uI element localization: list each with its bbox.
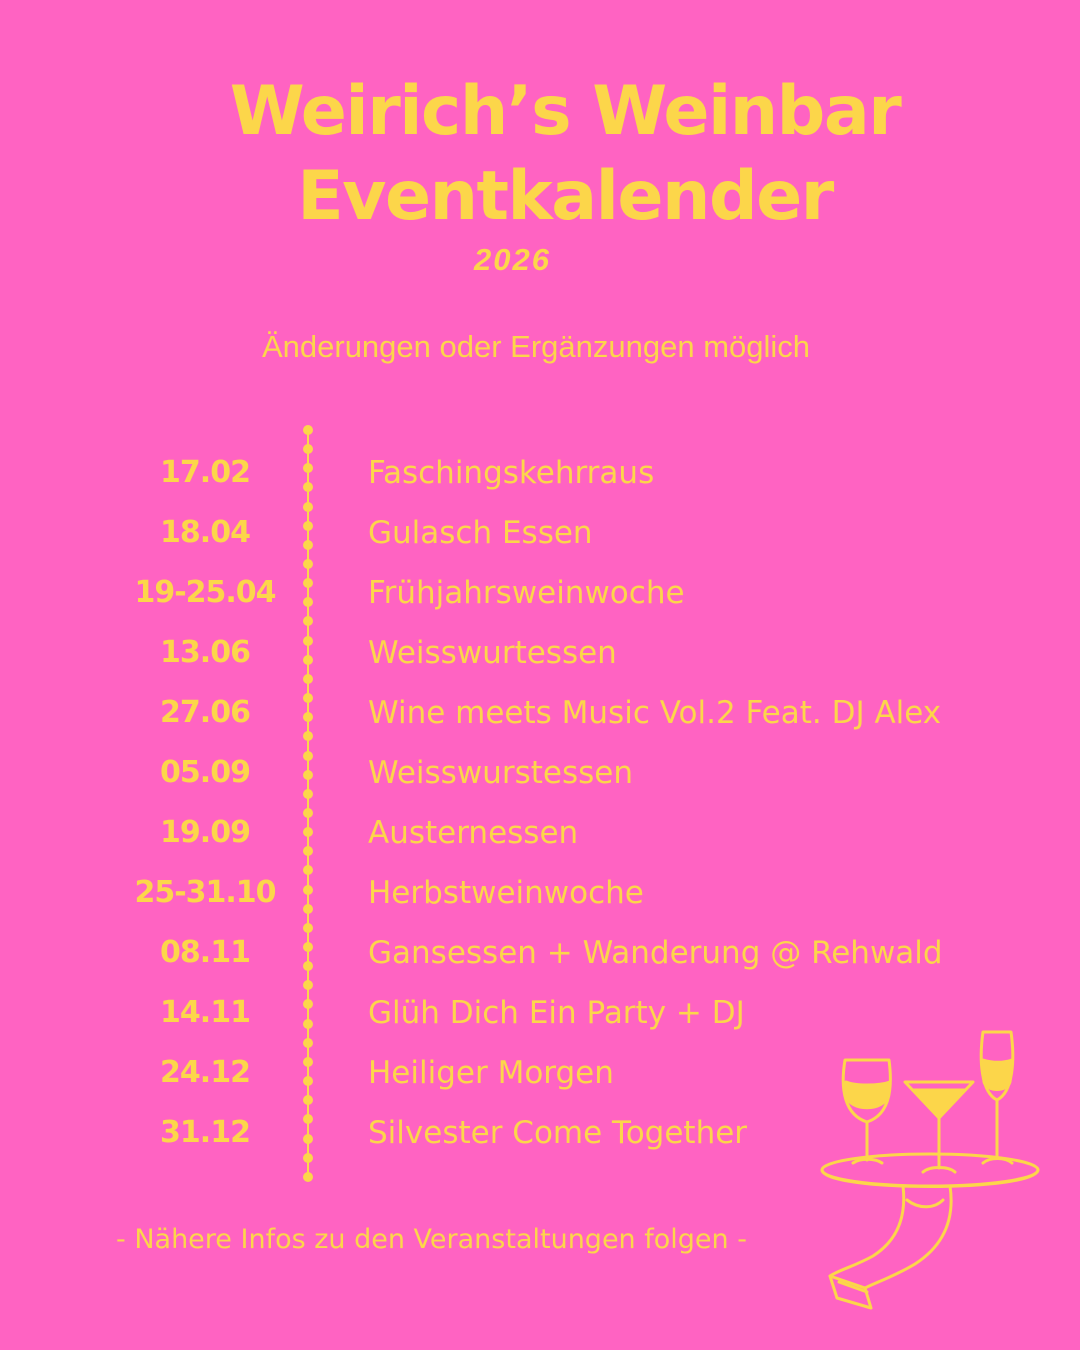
event-name: Gansessen + Wanderung @ Rehwald [368, 935, 943, 971]
timeline-dot [303, 1095, 313, 1105]
event-date: 17.02 [160, 455, 250, 490]
timeline-dot [303, 502, 313, 512]
timeline-dot [303, 980, 313, 990]
event-name: Herbstweinwoche [368, 875, 644, 911]
event-name: Weisswurstessen [368, 755, 633, 791]
timeline-dot [303, 923, 313, 933]
title-line-2: Eventkalender [297, 157, 833, 236]
subtitle: Änderungen oder Ergänzungen möglich [261, 329, 811, 364]
event-date: 08.11 [160, 935, 250, 970]
event-date: 31.12 [160, 1115, 250, 1150]
event-name: Frühjahrsweinwoche [368, 575, 685, 611]
timeline-dot [303, 1153, 313, 1163]
event-date: 19.09 [160, 815, 250, 850]
timeline-dot [303, 1172, 313, 1182]
event-date: 13.06 [160, 635, 250, 670]
event-name: Silvester Come Together [368, 1115, 748, 1151]
event-date: 27.06 [160, 695, 250, 730]
event-name: Weisswurtessen [368, 635, 617, 671]
timeline-dot [303, 1038, 313, 1048]
year-label: 2026 [474, 242, 551, 277]
event-name: Austernessen [368, 815, 579, 851]
event-name: Glüh Dich Ein Party + DJ [368, 995, 745, 1031]
timeline-dot [303, 559, 313, 569]
timeline-dot [303, 674, 313, 684]
hand-holding-tray-icon [815, 1020, 1050, 1325]
event-date: 25-31.10 [134, 875, 276, 910]
event-name: Faschingskehrraus [368, 455, 655, 491]
timeline-dot [303, 731, 313, 741]
event-date: 05.09 [160, 755, 250, 790]
event-date: 19-25.04 [134, 575, 276, 610]
title-line-1: Weirich’s Weinbar [229, 72, 901, 151]
timeline-dot [303, 425, 313, 435]
event-date: 18.04 [160, 515, 250, 550]
timeline-dot [303, 865, 313, 875]
event-name: Heiliger Morgen [368, 1055, 614, 1091]
event-date: 24.12 [160, 1055, 250, 1090]
event-name: Gulasch Essen [368, 515, 593, 551]
event-date: 14.11 [160, 995, 250, 1030]
timeline-dot [303, 616, 313, 626]
event-name: Wine meets Music Vol.2 Feat. DJ Alex [368, 695, 942, 731]
footer-note: - Nähere Infos zu den Veranstaltungen folgen - [116, 1224, 747, 1255]
timeline-dot [303, 444, 313, 454]
